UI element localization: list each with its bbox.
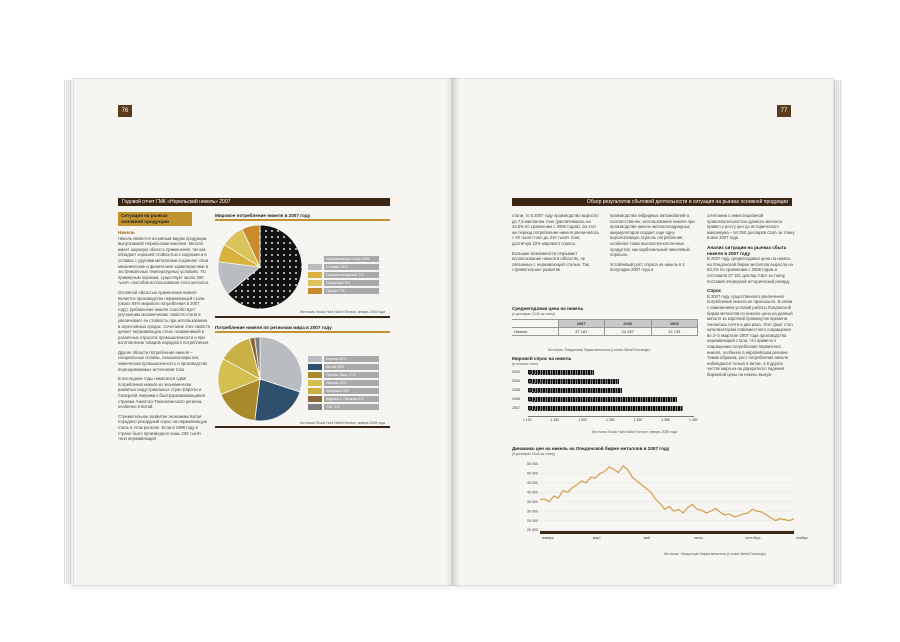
legend-item	[308, 364, 379, 370]
demand-tick-label: 1 350	[661, 418, 670, 422]
paragraph: стали, то в 2007 году производство выросло до 7,5 миллиона тонн (увеличившись на 42,5% по сравнению с 2006 годом). За этот же период потребление никеля увеличилось с 40 тысяч тонн до 310 тысяч тонн, достигнув 22% мирового спроса.	[512, 213, 600, 246]
demand-chart	[512, 368, 698, 428]
demand-chart-title: Мировой спрос на никель	[512, 356, 572, 361]
legend-label: СНГ 2%	[324, 404, 379, 410]
legend-swatch	[308, 396, 322, 402]
paragraph: сочетании с инвестиционной привлекательностью данного металла привел к росту цен до исторического максимума – 54 050 долларов США за тонну в мае 2007 года.	[707, 213, 795, 241]
legend-item	[308, 380, 379, 386]
x-tick-label: март	[592, 536, 601, 540]
demand-bar	[528, 406, 683, 411]
legend-item	[308, 396, 379, 402]
price-dynamics-unit: (в долларах США за тонну)	[512, 452, 556, 456]
right-col1	[512, 213, 600, 277]
y-tick-label: 50 000	[527, 471, 538, 476]
y-tick-label: 55 000	[527, 462, 538, 467]
demand-tick-label: 1 200	[578, 418, 587, 422]
legend-label: Прочее 7%	[324, 288, 379, 294]
year-header: 2007	[558, 320, 605, 328]
price-table-unit: (в долларах США за тонну)	[512, 312, 556, 316]
x-tick-label: ноябрь	[796, 536, 808, 540]
chart2-legend	[308, 356, 379, 410]
table-cell: 14 733	[651, 328, 698, 336]
demand-tick-label: 1 250	[606, 418, 615, 422]
y-tick-label: 45 000	[527, 481, 538, 486]
legend-label: Спецсталь 9%	[324, 280, 379, 286]
demand-bar	[528, 379, 619, 384]
demand-year-label: 2005	[512, 388, 520, 392]
legend-label: Япония 14%	[324, 380, 379, 386]
page-number-left: 76	[118, 105, 132, 117]
legend-item	[308, 404, 379, 410]
demand-chart-unit: (в тысячах тонн)	[512, 362, 538, 366]
legend-label: Гальванопокрытия 7%	[324, 272, 379, 278]
paragraph: Никель является основным видом продукции, выпускаемой Норильским никелем. Металл имеет широкую область применения, так как обладает хорошей стойкостью к коррозии и в сплавах с другими металлами сохраняет свои механические и физические характеристики в экстремальных температурных условиях. По примерным оценкам, существует около 300 тысяч способов использования этого металла.	[118, 235, 210, 286]
legend-item	[308, 256, 379, 262]
market-situation-box: Ситуация на рынках основной продукции	[118, 212, 192, 226]
price-line	[540, 466, 794, 521]
demand-year-label: 2003	[512, 370, 520, 374]
demand-tick-label: 1 400	[689, 418, 698, 422]
price-dynamics-title: Динамика цен на никель на Лондонской бирже металлов в 2007 году	[512, 446, 670, 451]
legend-label: Китай 22%	[324, 364, 379, 370]
paragraph: В последние годы наметился сдвиг потребления никеля из экономически развитых индустриальных стран Европы и Северной Америки к быстроразвивающимся странам Азиатско-Тихоокеанского региона, особенно в Китай.	[118, 376, 206, 410]
chart2-bottom-rule	[215, 426, 390, 428]
price-table-source: Источник: Лондонская биржа металлов (London Metal Exchange)	[548, 348, 650, 352]
right-col3	[707, 213, 795, 382]
legend-swatch	[308, 356, 322, 362]
y-tick-label: 20 000	[527, 528, 538, 533]
legend-label: Прочая Азия 17%	[324, 372, 379, 378]
legend-label: Америка 13%	[324, 388, 379, 394]
x-tick-label: сентябрь	[745, 536, 761, 540]
chart1-bottom-rule	[215, 316, 390, 318]
x-axis-bar	[540, 531, 794, 534]
legend-label: Нержавеющая сталь 64%	[324, 256, 379, 262]
demand-tick-label: 1 100	[523, 418, 532, 422]
paragraph: Другие области потребления никеля – специальные сплавы, гальванопокрытия, химическая промышленность и производство перезаряжаемых источников тока.	[118, 349, 208, 372]
price-table	[512, 319, 698, 336]
chart1-pie	[215, 222, 305, 312]
chart2-source: Источник: Brook Hunt Nickel Service, январь 2008 года	[300, 421, 385, 425]
chart2-pie	[215, 334, 305, 424]
sec1-title: Анализ ситуации на рынках сбыта никеля в 2007 году	[707, 244, 787, 256]
legend-label: Сплавы 13%	[324, 264, 379, 270]
legend-swatch	[308, 272, 322, 278]
page-number-right: 77	[777, 105, 791, 117]
x-tick-label: январь	[542, 536, 554, 540]
row-label: Никель	[512, 328, 558, 336]
chart2-title: Потребление никеля по регионам мира в 2007 году	[215, 325, 332, 330]
chart1-source: Источник: Brook Hunt Nickel Service, январь 2008 года	[300, 310, 385, 314]
y-tick-label: 40 000	[527, 490, 538, 495]
y-tick-label: 30 000	[527, 509, 538, 514]
legend-item	[308, 272, 379, 278]
book-spine	[446, 78, 460, 586]
demand-tick-label: 1 300	[633, 418, 643, 422]
demand-bar	[528, 388, 622, 393]
legend-swatch	[308, 256, 322, 262]
legend-swatch	[308, 404, 322, 410]
table-cell: 24 287	[605, 328, 652, 336]
left-page-header: Годовой отчет ГМК «Норильский никель» 2007	[118, 198, 390, 206]
demand-tick-label: 1 150	[550, 418, 560, 422]
demand-bar	[528, 397, 677, 402]
legend-item	[308, 356, 379, 362]
chart1-legend	[308, 256, 379, 294]
legend-swatch	[308, 264, 322, 270]
price-dynamics-source: Источник: Лондонская биржа металлов (London Metal Exchange)	[664, 552, 766, 556]
legend-item	[308, 388, 379, 394]
x-tick-label: июль	[694, 536, 703, 540]
paragraph: Основной областью применения никеля является производство нержавеющей стали (около 64% мирового потребления в 2007 году). Добавление никеля способствует улучшению механических свойств стали и увеличивает ее стойкость при использовании в агрессивных средах. Сочетание этих свойств делает нержавеющую сталь незаменимой в различных отраслях промышленности и при изготовлении товаров народного потребления.	[118, 289, 210, 346]
legend-item	[308, 288, 379, 294]
chart2-rule	[215, 331, 390, 333]
legend-swatch	[308, 364, 322, 370]
paragraph: В 2007 году среднегодовая цена на никель на Лондонской бирже металлов выросла на 53,1% по сравнению с 2006 годом и составила 37 181 доллар США за тонну, поставив очередной исторический рекорд.	[707, 256, 793, 284]
chart1-rule	[215, 219, 390, 221]
legend-label: Африка и Океания 2%	[324, 396, 379, 402]
year-header: 2005	[651, 320, 698, 328]
legend-swatch	[308, 380, 322, 386]
legend-item	[308, 372, 379, 378]
demand-bar	[528, 370, 594, 375]
y-tick-label: 35 000	[527, 499, 538, 504]
y-tick-label: 25 000	[527, 518, 538, 523]
section-nickel-title: Никель	[118, 230, 135, 235]
legend-item	[308, 280, 379, 286]
legend-swatch	[308, 288, 322, 294]
demand-year-label: 2006	[512, 397, 520, 401]
right-page-header: Обзор результатов сбытовой деятельности и ситуация на рынках основной продукции	[512, 198, 792, 206]
demand-chart-source: Источник: Brook Hunt Nickel Service, январь 2008 года	[592, 430, 677, 434]
paragraph: производства гибридных автомобилей и, соответственно, использование никеля при производстве никель-металлогидридных аккумуляторов создает еще одну перспективную отрасль потребления, особенно таких высокотехнологичных продуктов, как карбонильный никелевый порошок.	[610, 213, 695, 258]
price-dynamics-chart	[512, 458, 808, 548]
paragraph: Стремительное развитие экономики Китая породило рекордный спрос на нержавеющую сталь в этом регионе. Если в 1999 году в стране было произведено лишь 200 тысяч тонн нержавеющей	[118, 413, 207, 442]
x-tick-label: май	[643, 536, 651, 540]
paragraph: Большие возможности открывает использование никеля в областях, не связанных с нержавеющей сталью. Так, стремительное развитие	[512, 250, 590, 273]
legend-swatch	[308, 280, 322, 286]
sec2-title: Спрос	[707, 288, 722, 294]
year-header: 2006	[605, 320, 652, 328]
legend-swatch	[308, 388, 322, 394]
right-col2	[610, 213, 698, 277]
table-cell: 37 181	[558, 328, 605, 336]
price-table-title: Среднегодовая цена на никель	[512, 306, 584, 311]
chart1-title: Мировое потребление никеля в 2007 году	[215, 213, 311, 218]
demand-year-label: 2004	[512, 379, 520, 383]
legend-label: Европа 30%	[324, 356, 379, 362]
paragraph: В 2007 году существенного увеличения потребления никеля не произошло. В связи с изменением условий работы Лондонской биржи металлов по никелю цена на данный металл за короткий промежуток времени снизилась почти в два раза. Этот факт стал катализатором повсеместного сокращения во 2–3 квартале 2007 года производства нержавеющей стали, что привело к сокращению потребления первичного никеля, особенно в европейском регионе. Таким образом, рост потребления никеля наблюдался только в Китае, а в других частях мира из-за двукратного падения биржевой цены на никель вынуж-	[707, 293, 793, 378]
demand-year-label: 2007	[512, 406, 520, 410]
paragraph: Устойчивый рост спроса на никель в 1 полугодии 2007 года в	[610, 261, 685, 273]
legend-item	[308, 264, 379, 270]
demand-axis	[528, 416, 694, 417]
left-text-column	[118, 230, 210, 446]
legend-swatch	[308, 372, 322, 378]
